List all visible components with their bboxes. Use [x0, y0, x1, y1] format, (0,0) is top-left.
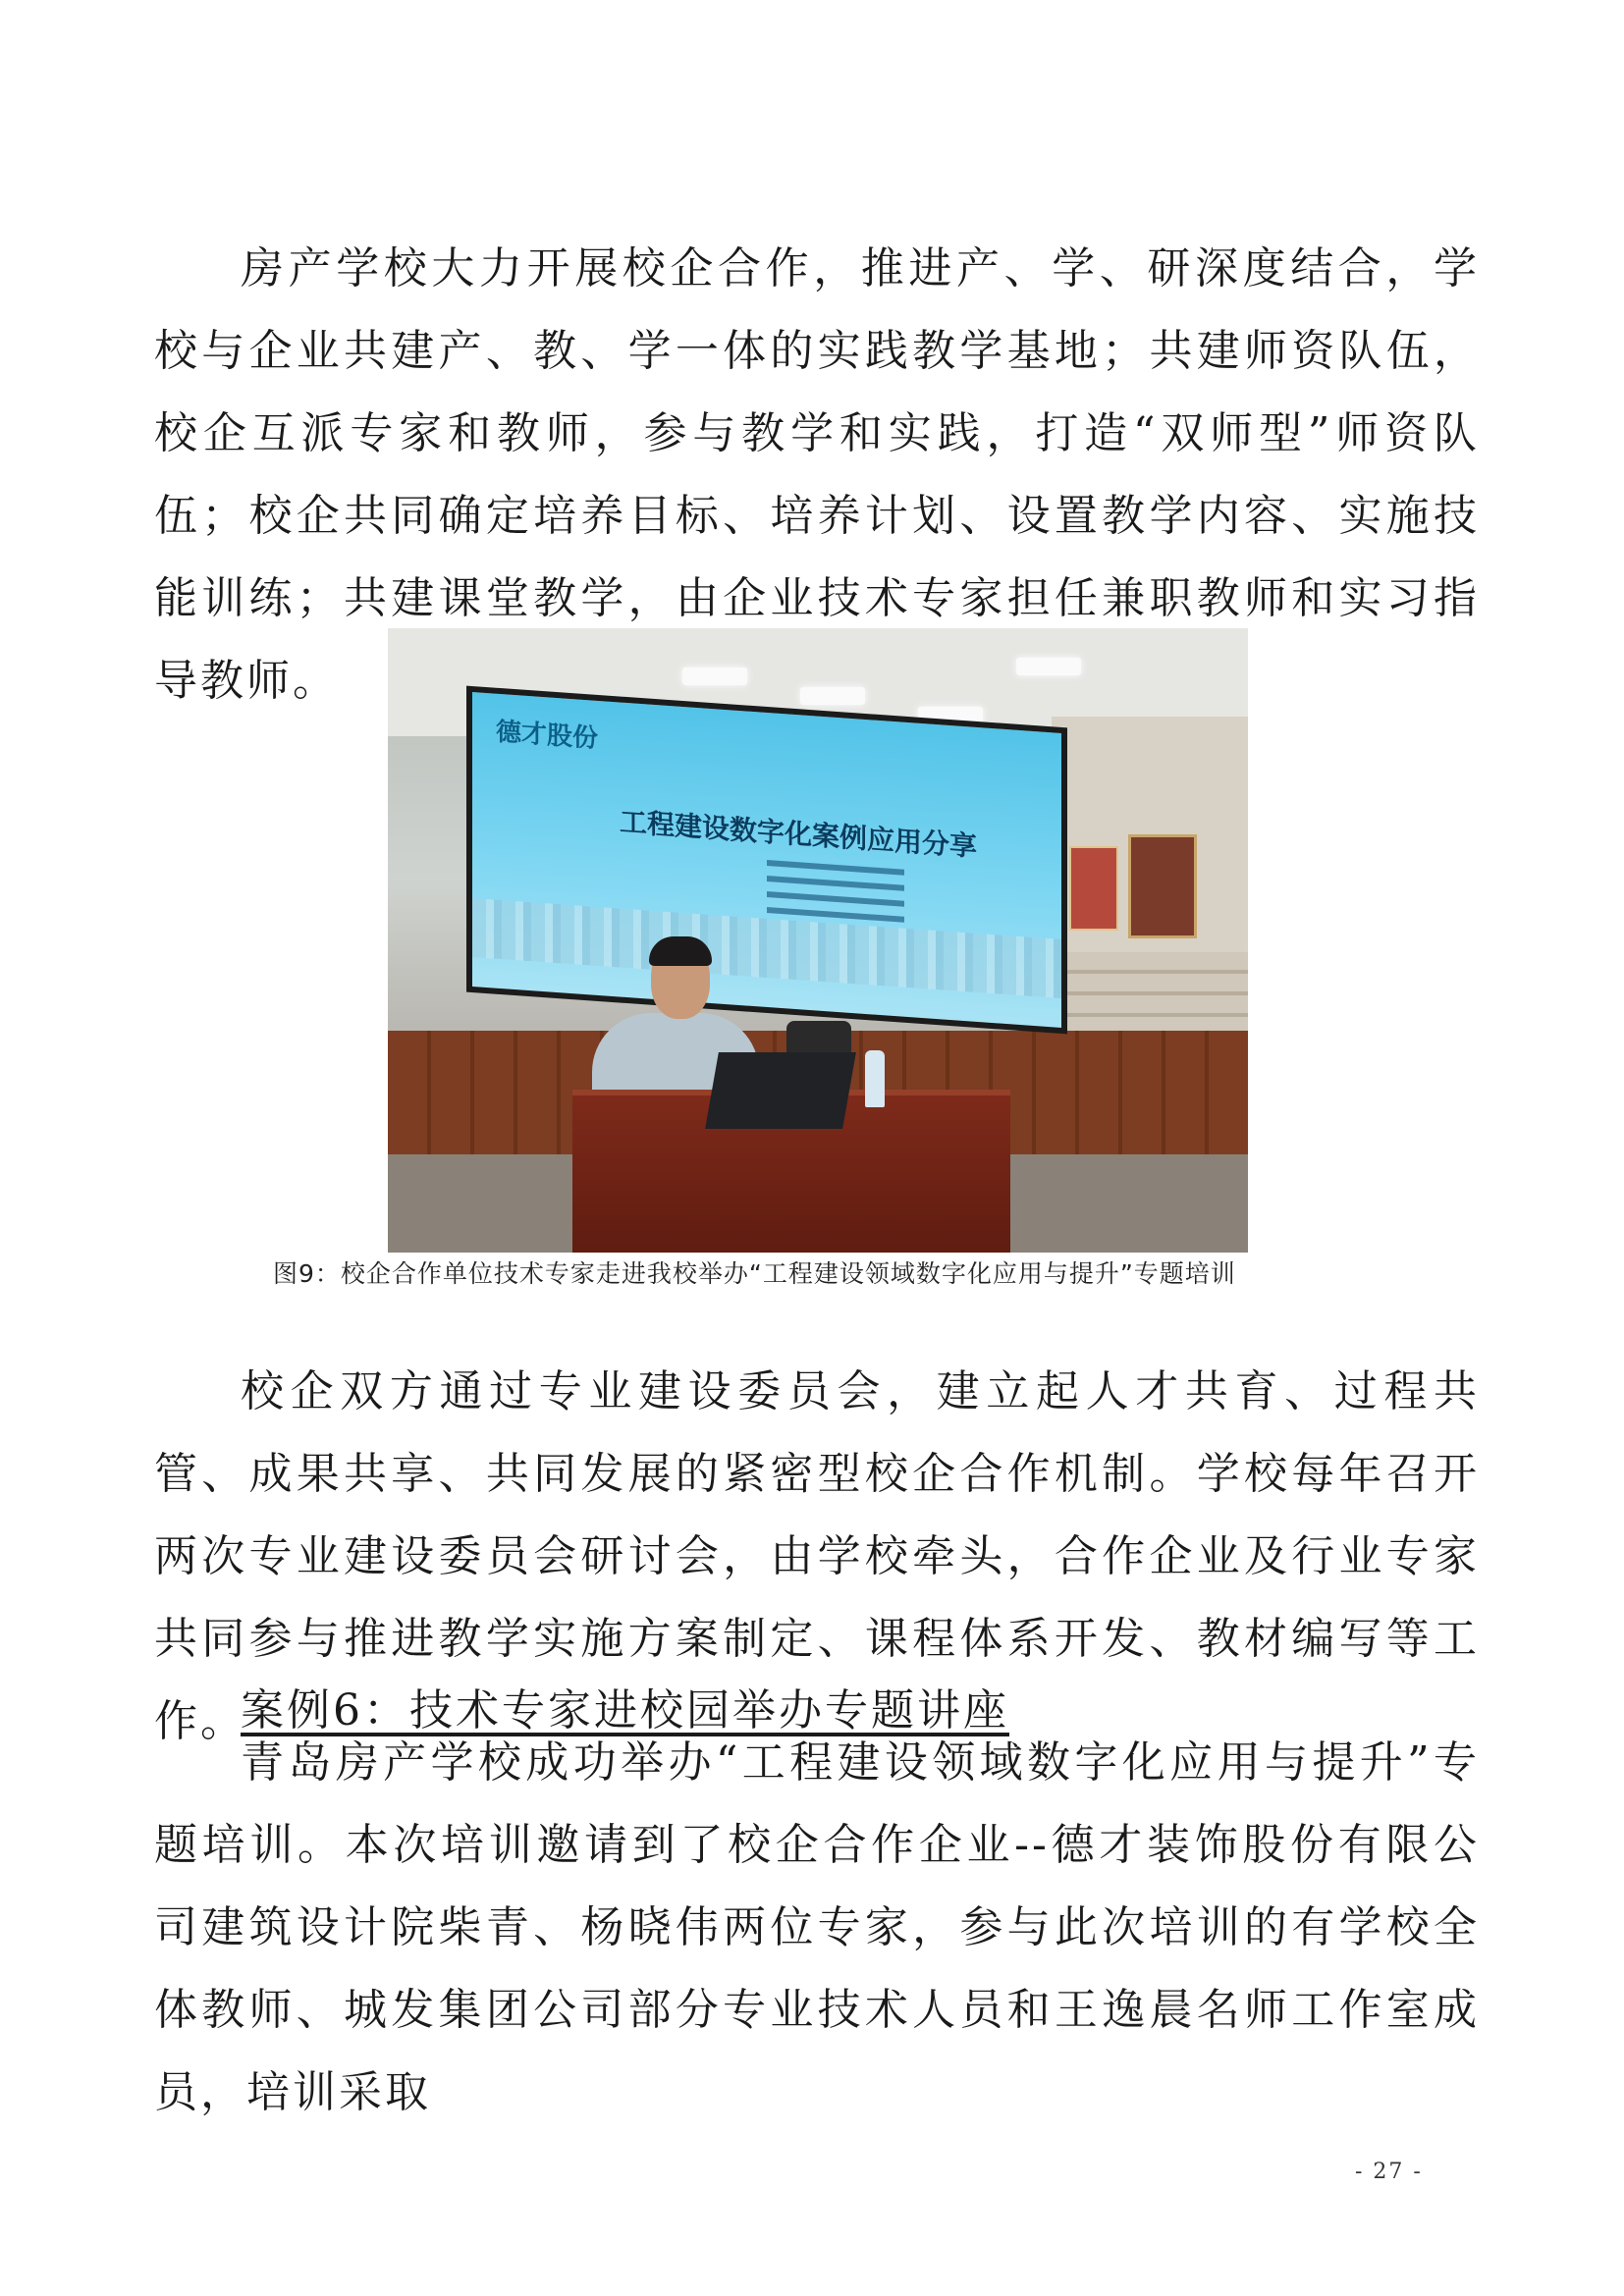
- body-paragraph-2: 校企双方通过专业建设委员会，建立起人才共育、过程共管、成果共享、共同发展的紧密型校企合作机制。学校每年召开两次专业建设委员会研讨会，由学校牵头，合作企业及行业专家共同参与推进教学实施方案制定、课程体系开发、教材编写等工作。: [154, 1366, 1480, 1746]
- body-paragraph-1: 房产学校大力开展校企合作，推进产、学、研深度结合，学校与企业共建产、教、学一体的实践教学基地；共建师资队伍，校企互派专家和教师，参与教学和实践，打造“双师型”师资队伍；校企共同确定培养目标、培养计划、设置教学内容、实施技能训练；共建课堂教学，由企业技术专家担任兼职教师和实习指导教师。: [154, 243, 1480, 706]
- screen-logo: 德才股份: [496, 717, 599, 754]
- water-bottle: [865, 1050, 885, 1107]
- ceiling-light: [682, 667, 747, 685]
- body-paragraph-3: 青岛房产学校成功举办“工程建设领域数字化应用与提升”专题培训。本次培训邀请到了校企合作企业--德才装饰股份有限公司建筑设计院柴青、杨晓伟两位专家，参与此次培训的有学校全体教师、城发集团公司部分专业技术人员和王逸晨名师工作室成员，培训采取: [154, 1737, 1480, 2117]
- ceiling-light: [1016, 658, 1081, 675]
- projection-screen: [466, 686, 1067, 1035]
- laptop: [705, 1052, 856, 1129]
- figure-caption: 图9：校企合作单位技术专家走进我校举办“工程建设领域数字化应用与提升”专题培训: [273, 1259, 1236, 1288]
- notice-board: [1128, 834, 1197, 938]
- screen-title: 工程建设数字化案例应用分享: [620, 805, 978, 863]
- page-number: - 27 -: [1355, 2160, 1423, 2184]
- notice-board: [1069, 846, 1118, 931]
- speaker-hair: [649, 936, 712, 966]
- case-heading: 案例6：技术专家进校园举办专题讲座: [241, 1685, 1009, 1735]
- lecture-photo: [388, 628, 1248, 1253]
- ceiling-light: [800, 687, 865, 705]
